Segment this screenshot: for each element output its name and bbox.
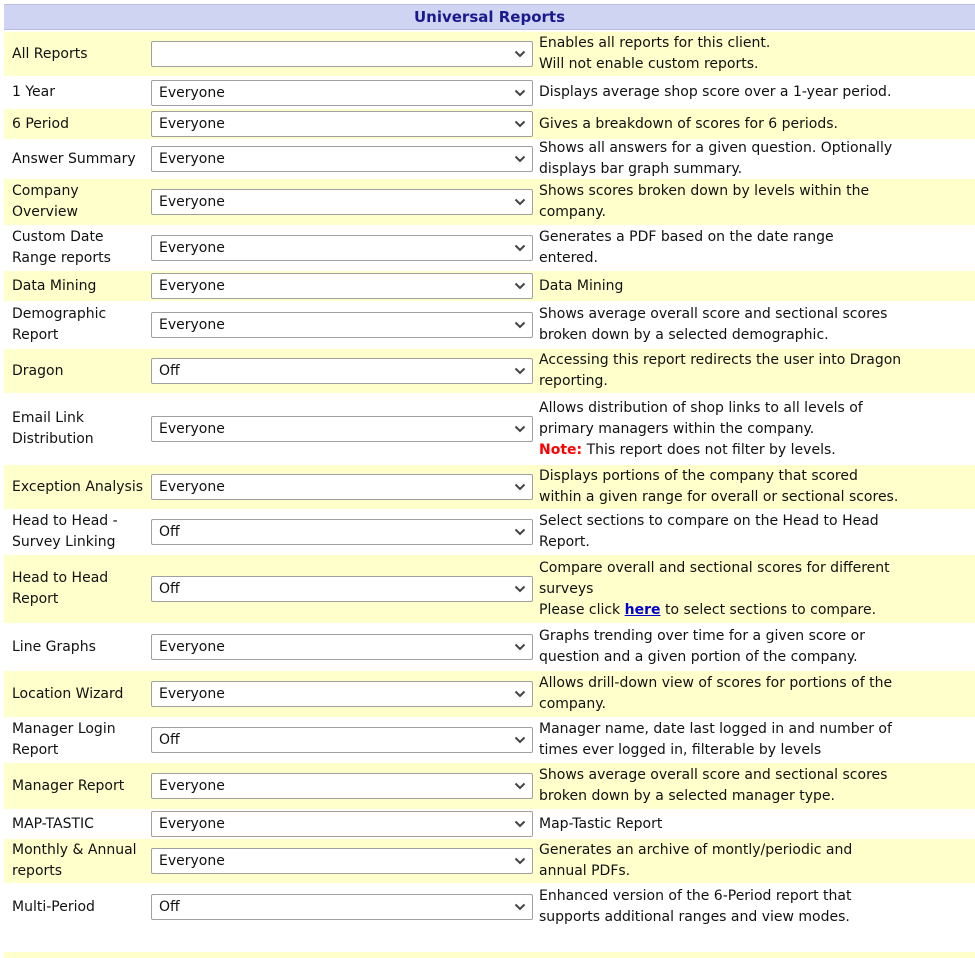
access-select-value: Everyone [159, 421, 225, 437]
access-select-value: Everyone [159, 317, 225, 333]
access-select-value: Off [159, 581, 180, 597]
chevron-down-icon [514, 689, 526, 699]
description-line: Will not enable custom reports. [539, 56, 759, 72]
select-sections-link[interactable]: here [624, 601, 661, 618]
description-line: Data Mining [539, 277, 624, 294]
description-line: entered. [539, 250, 598, 266]
access-select-value: Everyone [159, 686, 225, 702]
report-description [539, 349, 971, 393]
access-select-value: Off [159, 363, 180, 379]
report-row-6-period [4, 109, 975, 139]
access-select-email-link-distribution[interactable] [151, 416, 533, 442]
description-line: primary managers within the company. [539, 420, 815, 437]
chevron-down-icon [514, 88, 526, 98]
description-line: displays bar graph summary. [539, 161, 743, 177]
chevron-down-icon [514, 819, 526, 829]
description-line: Generates an archive of montly/periodic and [539, 842, 853, 858]
chevron-down-icon [514, 482, 526, 492]
report-label: 1 Year [12, 84, 55, 100]
report-label: Multi-Period [12, 898, 95, 915]
description-line: Graphs trending over time for a given score or [539, 628, 865, 644]
access-select-value: Everyone [159, 479, 225, 495]
link-suffix: to select sections to compare. [660, 601, 877, 618]
section-title: Universal Reports [413, 8, 566, 26]
section-header [4, 4, 975, 30]
report-row-data-mining [4, 271, 975, 301]
report-label: Location Wizard [12, 685, 124, 702]
access-select-line-graphs[interactable] [151, 634, 533, 660]
report-description [539, 671, 971, 717]
description-line: Shows average overall score and sectional scores [539, 767, 888, 783]
report-row-head-to-head-survey-linking [4, 509, 975, 555]
report-row-line-graphs [4, 623, 975, 671]
report-label: Line Graphs [12, 638, 96, 655]
description-link-line [539, 600, 971, 621]
access-select-multi-period[interactable] [151, 894, 533, 920]
report-row-all-reports [4, 32, 975, 76]
report-row-map-tastic [4, 809, 975, 839]
report-row-custom-date-range-reports [4, 225, 975, 271]
report-label: Company Overview [12, 183, 79, 220]
chevron-down-icon [514, 197, 526, 207]
access-select-value: Off [159, 732, 180, 748]
report-label: Email Link Distribution [12, 410, 94, 447]
description-line: Enhanced version of the 6-Period report that [539, 888, 852, 904]
report-label: MAP-TASTIC [12, 815, 94, 832]
description-line: within a given range for overall or sectional scores. [539, 489, 899, 505]
report-description [539, 509, 971, 555]
access-select-value: Everyone [159, 240, 225, 256]
description-line: reporting. [539, 373, 608, 389]
report-description [539, 225, 971, 271]
reports-table [4, 32, 975, 931]
description-line: Allows drill-down view of scores for portions of the [539, 675, 893, 691]
access-select-1-year[interactable] [151, 80, 533, 106]
description-line: annual PDFs. [539, 863, 631, 879]
description-line: broken down by a selected manager type. [539, 788, 835, 804]
chevron-down-icon [514, 902, 526, 912]
report-label: All Reports [12, 45, 88, 62]
chevron-down-icon [514, 781, 526, 791]
access-select-company-overview[interactable] [151, 189, 533, 215]
link-prefix: Please click [539, 601, 625, 618]
description-line: Shows all answers for a given question. Optionally [539, 140, 893, 156]
access-select-value: Everyone [159, 853, 225, 869]
description-line: broken down by a selected demographic. [539, 327, 829, 343]
chevron-down-icon [514, 281, 526, 291]
report-description [539, 393, 971, 465]
access-select-dragon[interactable] [151, 358, 533, 384]
report-row-answer-summary [4, 139, 975, 179]
report-description [539, 179, 971, 225]
report-description [539, 109, 971, 139]
description-line: company. [539, 204, 606, 220]
access-select-exception-analysis[interactable] [151, 474, 533, 500]
report-description [539, 883, 971, 931]
access-select-value: Everyone [159, 116, 225, 132]
report-row-exception-analysis [4, 465, 975, 509]
report-row-dragon [4, 349, 975, 393]
report-label: Manager Login Report [12, 721, 116, 758]
report-label: Custom Date Range reports [12, 229, 111, 266]
description-note [539, 440, 971, 461]
report-description [539, 555, 971, 623]
description-line: Manager name, date last logged in and number of [539, 721, 892, 737]
access-select-location-wizard[interactable] [151, 681, 533, 707]
description-line: Shows average overall score and sectional scores [539, 306, 888, 322]
report-row-monthly-and-annual-reports [4, 839, 975, 883]
report-label: Data Mining [12, 277, 97, 294]
access-select-6-period[interactable] [151, 111, 533, 137]
chevron-down-icon [514, 735, 526, 745]
report-label: Manager Report [12, 777, 125, 794]
access-select-value: Everyone [159, 816, 225, 832]
report-row-1-year [4, 76, 975, 109]
report-row-manager-login-report [4, 717, 975, 763]
access-select-value: Off [159, 899, 180, 915]
access-select-custom-date-range-reports[interactable] [151, 235, 533, 261]
report-label: Monthly & Annual reports [12, 842, 137, 879]
access-select-value: Everyone [159, 278, 225, 294]
access-select-head-to-head-report[interactable] [151, 576, 533, 602]
report-description [539, 465, 971, 509]
note-text: This report does not filter by levels. [582, 441, 836, 458]
report-description [539, 301, 971, 349]
description-line: Select sections to compare on the Head to Head [539, 513, 879, 529]
chevron-down-icon [514, 527, 526, 537]
access-select-value: Everyone [159, 151, 225, 167]
note-label: Note: [539, 441, 583, 458]
chevron-down-icon [514, 366, 526, 376]
access-select-value: Everyone [159, 639, 225, 655]
description-line: Compare overall and sectional scores for different [539, 559, 890, 576]
report-label: 6 Period [12, 115, 70, 132]
description-line: times ever logged in, filterable by levels [539, 742, 822, 758]
description-line: Map-Tastic Report [539, 815, 663, 832]
chevron-down-icon [514, 584, 526, 594]
report-row-multi-period [4, 883, 975, 931]
report-label: Head to Head Report [12, 570, 109, 607]
access-select-all-reports[interactable] [151, 41, 533, 67]
report-row-head-to-head-report [4, 555, 975, 623]
access-select-manager-report[interactable] [151, 773, 533, 799]
chevron-down-icon [514, 642, 526, 652]
report-label: Head to Head - Survey Linking [12, 513, 118, 550]
report-row-location-wizard [4, 671, 975, 717]
report-description [539, 809, 971, 839]
description-line: surveys [539, 580, 594, 597]
access-select-head-to-head-survey-linking[interactable] [151, 519, 533, 545]
access-select-value: Everyone [159, 778, 225, 794]
description-line: company. [539, 696, 606, 712]
access-select-answer-summary[interactable] [151, 146, 533, 172]
report-label: Dragon [12, 362, 64, 379]
report-description [539, 32, 971, 76]
chevron-down-icon [514, 49, 526, 59]
report-description [539, 717, 971, 763]
report-description [539, 763, 971, 809]
report-description [539, 839, 971, 883]
access-select-monthly-and-annual-reports[interactable] [151, 848, 533, 874]
access-select-value: Everyone [159, 84, 225, 101]
description-line: Displays average shop score over a 1-year period. [539, 84, 892, 100]
access-select-demographic-report[interactable] [151, 312, 533, 338]
description-line: Generates a PDF based on the date range [539, 229, 834, 245]
report-label: Demographic Report [12, 306, 107, 343]
report-row-company-overview [4, 179, 975, 225]
report-label: Answer Summary [12, 150, 136, 167]
description-line: Shows scores broken down by levels within the [539, 183, 870, 199]
report-row-email-link-distribution [4, 393, 975, 465]
chevron-down-icon [514, 856, 526, 866]
access-select-map-tastic[interactable] [151, 811, 533, 837]
report-label: Exception Analysis [12, 478, 144, 495]
description-line: Displays portions of the company that scored [539, 468, 858, 484]
description-line: Gives a breakdown of scores for 6 periods. [539, 115, 838, 132]
access-select-manager-login-report[interactable] [151, 727, 533, 753]
report-row-demographic-report [4, 301, 975, 349]
report-row-manager-report [4, 763, 975, 809]
chevron-down-icon [514, 424, 526, 434]
next-row-partial [4, 952, 975, 958]
access-select-value: Off [159, 524, 180, 540]
chevron-down-icon [514, 320, 526, 330]
description-line: Allows distribution of shop links to all levels of [539, 399, 863, 416]
access-select-value: Everyone [159, 194, 225, 210]
chevron-down-icon [514, 243, 526, 253]
description-line: supports additional ranges and view modes. [539, 909, 850, 925]
chevron-down-icon [514, 154, 526, 164]
report-description [539, 271, 971, 301]
description-line: Report. [539, 534, 590, 550]
description-line: question and a given portion of the company. [539, 649, 858, 665]
chevron-down-icon [514, 119, 526, 129]
description-line: Accessing this report redirects the user into Dragon [539, 352, 902, 368]
report-description [539, 139, 971, 179]
report-description [539, 623, 971, 671]
description-line: Enables all reports for this client. [539, 35, 771, 51]
report-description [539, 76, 971, 109]
access-select-data-mining[interactable] [151, 273, 533, 299]
